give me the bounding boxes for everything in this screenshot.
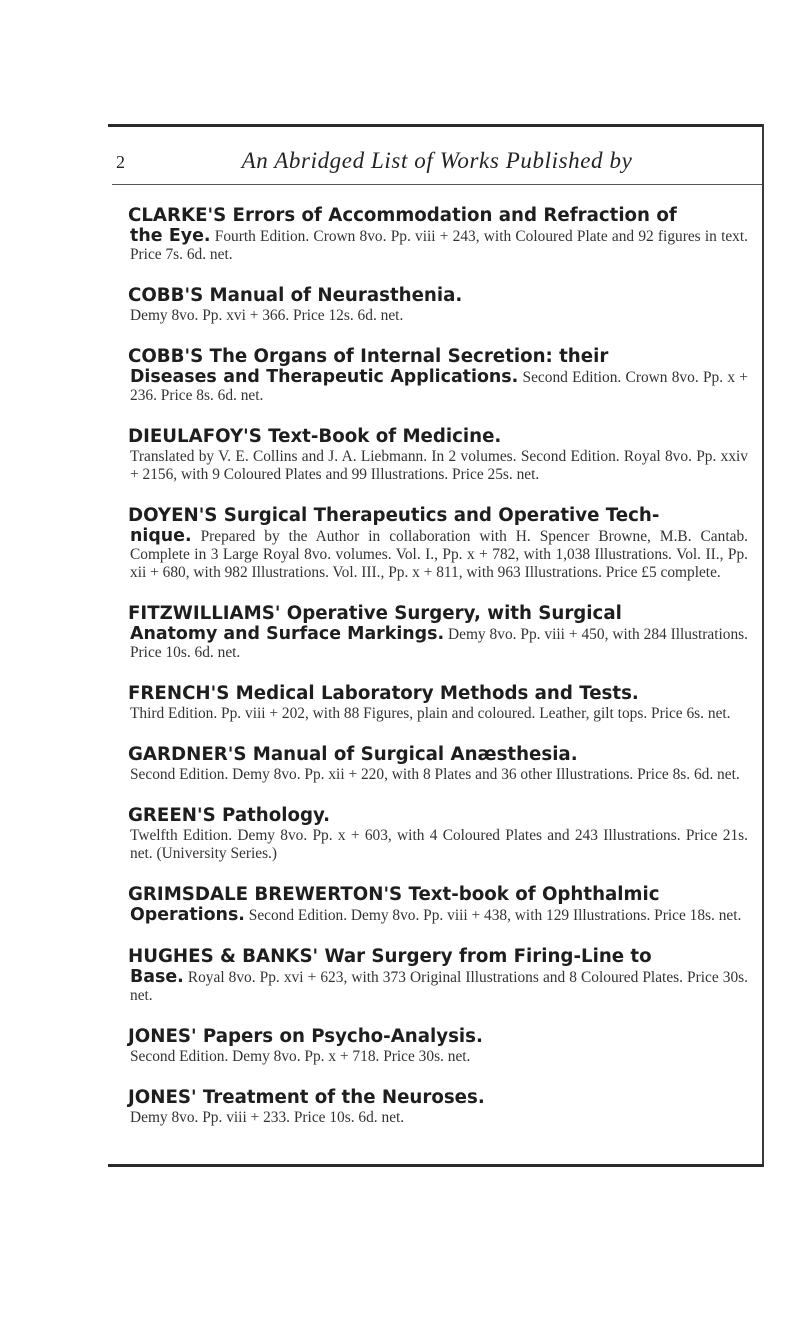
page-number: 2 [116, 152, 125, 172]
book-list [128, 205, 748, 1148]
entry-details-text: Royal 8vo. Pp. xvi + 623, with 373 Original Illustrations and 8 Coloured Plates. Price 30s. net. [130, 969, 748, 1004]
entry-details: Demy 8vo. Pp. viii + 233. Price 10s. 6d. net. [130, 1109, 405, 1126]
entry-title: COBB'S Manual of Neurasthenia. [128, 285, 463, 306]
entry-details: Demy 8vo. Pp. xvi + 366. Price 12s. 6d. net. [130, 307, 404, 324]
entry-title-continued: Operations. [130, 905, 245, 925]
entry-details [128, 968, 748, 1005]
right-border-rule [762, 124, 764, 1166]
entry-title: JONES' Treatment of the Neuroses. [128, 1087, 485, 1108]
entry-details: Second Edition. Demy 8vo. Pp. xii + 220, with 8 Plates and 36 other Illustrations. Price 8s. 6d. net. [130, 766, 740, 783]
list-item [128, 285, 748, 325]
entry-details-text: Second Edition. Demy 8vo. Pp. viii + 438, with 129 Illustrations. Price 18s. net. [248, 907, 742, 924]
entry-details [128, 906, 748, 925]
running-head: An Abridged List of Works Published by [241, 148, 633, 173]
entry-details [128, 368, 748, 405]
entry-title: GREEN'S Pathology. [128, 805, 331, 826]
entry-details-text: Fourth Edition. Crown 8vo. Pp. viii + 243, with Coloured Plate and 92 figures in text. Price 7s. 6d. net. [130, 228, 749, 263]
entry-title: HUGHES & BANKS' War Surgery from Firing-Line to [128, 946, 652, 967]
entry-title: FRENCH'S Medical Laboratory Methods and Tests. [128, 683, 639, 704]
entry-details [128, 625, 748, 662]
entry-title: JONES' Papers on Psycho-Analysis. [128, 1026, 483, 1047]
entry-title-continued: nique. [130, 526, 192, 546]
list-item [128, 505, 748, 582]
list-item [128, 346, 748, 405]
entry-title: DOYEN'S Surgical Therapeutics and Operative Tech- [128, 505, 660, 526]
entry-title-continued: Base. [130, 967, 184, 987]
entry-details-text: Prepared by the Author in collaboration with H. Spencer Browne, M.B. Cantab. Complete in 3 Large Royal 8vo. volumes. Vol. I., Pp. x + 782, with 1,038 Illustrations. Vol. II., Pp. xii + 680, with 982 Illustrations. Vol. III., Pp. x + 811, with 963 Illustrations. Price £5 complete. [130, 528, 748, 581]
entry-title: CLARKE'S Errors of Accommodation and Refraction of [128, 205, 677, 226]
entry-title-continued: Diseases and Therapeutic Applications. [130, 367, 519, 387]
entry-details: Second Edition. Demy 8vo. Pp. x + 718. Price 30s. net. [130, 1048, 471, 1065]
bottom-border-rule [108, 1164, 764, 1167]
entry-details: Twelfth Edition. Demy 8vo. Pp. x + 603, with 4 Coloured Plates and 243 Illustrations. Price 21s. net. (University Series.) [130, 827, 748, 862]
page-header [112, 140, 762, 185]
entry-title: COBB'S The Organs of Internal Secretion: their [128, 346, 609, 367]
list-item [128, 205, 748, 264]
entry-details: Third Edition. Pp. viii + 202, with 88 Figures, plain and coloured. Leather, gilt tops. Price 6s. net. [130, 705, 731, 722]
entry-details [128, 227, 748, 264]
entry-details [128, 527, 748, 582]
list-item [128, 426, 748, 484]
entry-title: GARDNER'S Manual of Surgical Anæsthesia. [128, 744, 578, 765]
list-item [128, 683, 748, 723]
entry-title: FITZWILLIAMS' Operative Surgery, with Surgical [128, 603, 622, 624]
top-border-rule [108, 124, 764, 127]
list-item [128, 805, 748, 863]
entry-title: DIEULAFOY'S Text-Book of Medicine. [128, 426, 502, 447]
list-item [128, 603, 748, 662]
entry-title-continued: Anatomy and Surface Markings. [130, 624, 445, 644]
list-item [128, 1087, 748, 1127]
list-item [128, 1026, 748, 1066]
entry-details: Translated by V. E. Collins and J. A. Liebmann. In 2 volumes. Second Edition. Royal 8vo. Pp. xxiv + 2156, with 9 Coloured Plates and 99 Illustrations. Price 25s. net. [130, 448, 748, 483]
entry-title-continued: the Eye. [130, 226, 211, 246]
entry-title: GRIMSDALE BREWERTON'S Text-book of Ophthalmic [128, 884, 660, 905]
entry-details-text: Second Edition. Crown 8vo. Pp. x + 236. Price 8s. 6d. net. [130, 369, 748, 404]
list-item [128, 744, 748, 784]
list-item [128, 884, 748, 925]
entry-details-text: Demy 8vo. Pp. viii + 450, with 284 Illustrations. Price 10s. 6d. net. [130, 626, 749, 661]
list-item [128, 946, 748, 1005]
